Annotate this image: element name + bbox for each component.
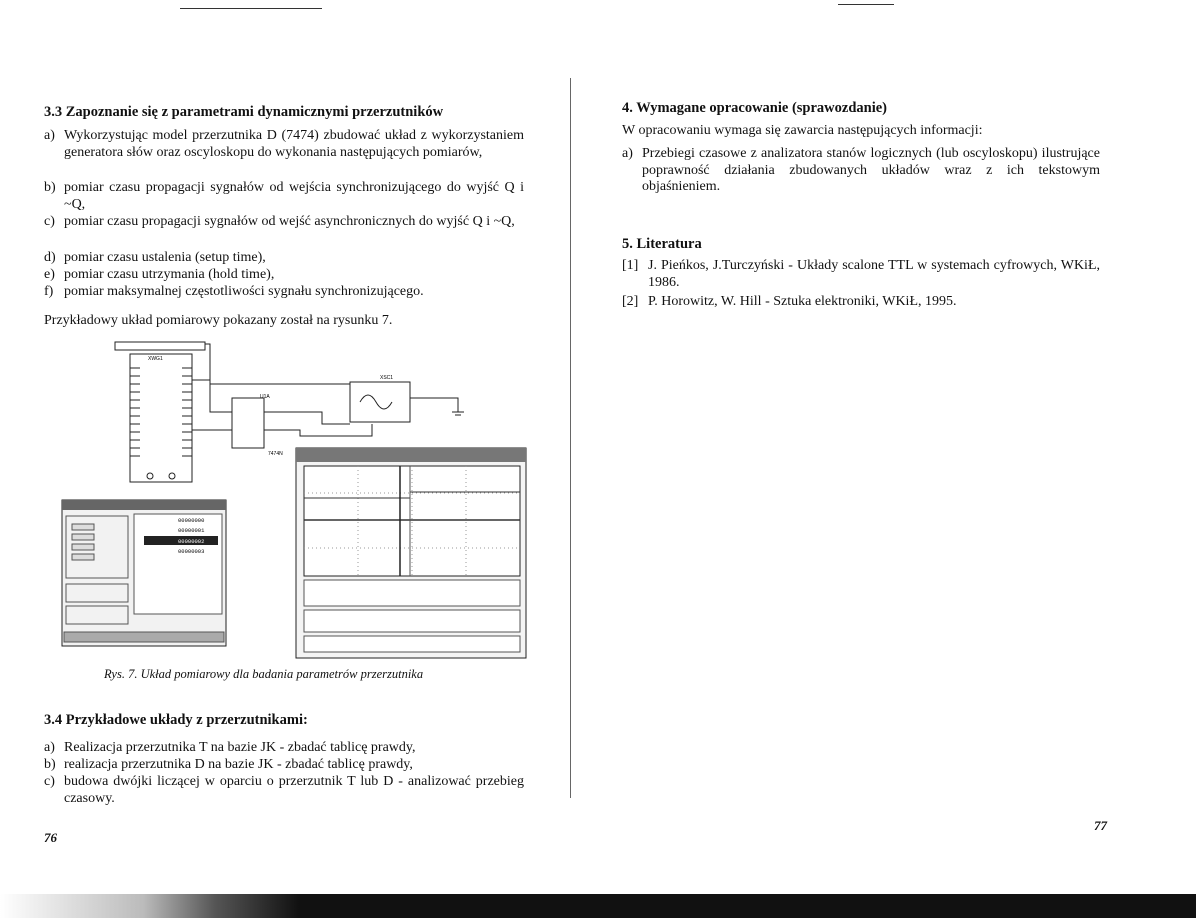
list-item [44, 180, 524, 214]
list-item [44, 757, 524, 774]
reference-text: P. Horowitz, W. Hill - Sztuka elektroniki, WKiŁ, 1995. [648, 294, 957, 309]
list-item [44, 214, 524, 248]
generator-label: XWG1 [148, 356, 163, 362]
page-spine [570, 78, 571, 798]
reference-item [622, 258, 1100, 292]
reference-item [622, 294, 1100, 311]
reference-marker: [2] [622, 294, 639, 309]
list-marker: b) [44, 180, 56, 195]
chip-label: 7474N [268, 451, 283, 457]
list-item [44, 128, 524, 162]
top-rule [838, 4, 894, 5]
paragraph: Przykładowy układ pomiarowy pokazany został na rysunku 7. [44, 313, 393, 328]
list-item [44, 740, 524, 757]
list-item [44, 774, 524, 808]
list-text: budowa dwójki liczącej w oparciu o przerzutnik T lub D - analizować przebieg czasowy. [64, 774, 524, 806]
flipflop-label: U1A [260, 394, 270, 400]
list-marker: e) [44, 267, 55, 282]
scan-edge-shadow [0, 894, 1196, 918]
word-generator-symbol [130, 354, 192, 482]
list-marker: b) [44, 757, 56, 772]
paragraph: W opracowaniu wymaga się zawarcia następujących informacji: [622, 123, 983, 138]
list-text: pomiar czasu ustalenia (setup time), [64, 250, 266, 265]
section-heading-5: 5. Literatura [622, 236, 702, 252]
list-marker: c) [44, 774, 55, 789]
wire [115, 342, 205, 350]
list-text: Realizacja przerzutnika T na bazie JK - zbadać tablicę prawdy, [64, 740, 416, 755]
section-heading-3-4: 3.4 Przykładowe układy z przerzutnikami: [44, 712, 308, 728]
wire [264, 412, 350, 424]
word-row: 00000003 [178, 548, 205, 555]
reference-text: J. Pieńkos, J.Turczyński - Układy scalone TTL w systemach cyfrowych, WKiŁ, 1986. [648, 258, 1100, 290]
list-text: pomiar czasu utrzymania (hold time), [64, 267, 275, 282]
top-rule [180, 8, 322, 9]
page-number: 76 [44, 830, 57, 845]
figure-caption: Rys. 7. Układ pomiarowy dla badania parametrów przerzutnika [104, 667, 424, 681]
list-text: pomiar czasu propagacji sygnałów od wejść asynchronicznych do wyjść Q i ~Q, [64, 214, 515, 229]
reference-marker: [1] [622, 258, 639, 273]
left-page [0, 0, 590, 918]
list-text: Przebiegi czasowe z analizatora stanów logicznych (lub oscyloskopu) ilustrujące poprawność działania zbudowanych układów wraz z ich tekstowym objaśnieniem. [642, 146, 1100, 194]
list-text: pomiar maksymalnej częstotliwości sygnału synchronizującego. [64, 284, 424, 299]
word-row: 00000000 [178, 517, 205, 524]
page-number: 77 [1094, 818, 1107, 833]
list-marker: d) [44, 250, 56, 265]
wire [264, 424, 372, 436]
list-text: realizacja przerzutnika D na bazie JK - zbadać tablicę prawdy, [64, 757, 413, 772]
list-text: pomiar czasu propagacji sygnałów od wejścia synchronizującego do wyjść Q i ~Q, [64, 180, 524, 212]
list-item [44, 284, 524, 301]
list-marker: a) [44, 740, 55, 755]
list-marker: a) [622, 146, 633, 161]
scope-label: XSC1 [380, 375, 394, 381]
list-marker: c) [44, 214, 55, 229]
list-item [622, 146, 1100, 198]
word-row-selected: 00000002 [178, 538, 205, 545]
flipflop-symbol [232, 398, 264, 448]
figure-circuit-screenshot [60, 340, 528, 660]
list-item [44, 267, 524, 284]
section-heading-4: 4. Wymagane opracowanie (sprawozdanie) [622, 100, 888, 116]
list-item [44, 250, 524, 267]
wire [192, 380, 232, 412]
list-text: Wykorzystując model przerzutnika D (7474) zbudować układ z wykorzystaniem generatora słów oraz oscyloskopu do wykonania następujących pomiarów, [64, 128, 524, 160]
section-heading-3-3: 3.3 Zapoznanie się z parametrami dynamicznymi przerzutników [44, 104, 444, 120]
list-marker: f) [44, 284, 54, 299]
list-marker: a) [44, 128, 55, 143]
right-page [598, 0, 1196, 918]
word-row: 00000001 [178, 527, 205, 534]
oscilloscope-symbol [350, 382, 410, 422]
